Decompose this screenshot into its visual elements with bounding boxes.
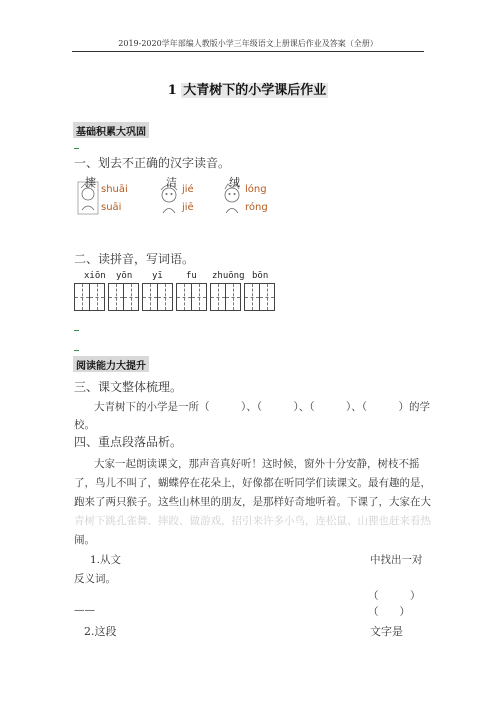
title-number: 1 xyxy=(167,83,177,98)
sub2-right: 文字是 xyxy=(370,625,403,638)
pinyin-row xyxy=(84,271,282,281)
writing-cell[interactable] xyxy=(89,283,105,311)
page-header: 2019-2020学年部编人教版小学三年级语文上册课后作业及答案（全册） xyxy=(118,39,378,48)
answer-dash: —— xyxy=(74,604,95,616)
writing-cell[interactable] xyxy=(157,283,173,311)
sub2-left: 2.这段 xyxy=(84,625,117,638)
title-text: 大青树下的小学课后作业 xyxy=(183,83,327,98)
writing-cell[interactable] xyxy=(259,283,275,311)
pinyin-syllable: fu xyxy=(186,271,197,281)
char-item-3 xyxy=(221,174,291,226)
char-item-2 xyxy=(158,174,228,226)
q4-label: 四、重点段落品析。 xyxy=(74,435,183,449)
pinyin-syllable: bōn xyxy=(252,271,269,281)
page-title xyxy=(0,79,496,98)
green-tick xyxy=(74,330,79,331)
answer-blank-1[interactable]: （ ） xyxy=(368,590,421,602)
writing-cell[interactable] xyxy=(244,283,260,311)
char-hanzi: 洁 xyxy=(166,176,177,189)
para-line-end: 闹。 xyxy=(74,534,95,546)
pinyin-option[interactable]: shuāi xyxy=(101,184,128,195)
q1-label: 一、划去不正确的汉字读音。 xyxy=(74,156,231,170)
pinyin-syllable: xiōn xyxy=(84,271,106,281)
green-tick xyxy=(74,148,79,149)
q3-label: 三、课文整体梳理。 xyxy=(74,380,183,394)
pinyin-option[interactable]: róng xyxy=(245,202,268,213)
pinyin-option[interactable]: jiē xyxy=(182,202,194,213)
header-rule xyxy=(72,51,424,52)
pinyin-option[interactable]: jié xyxy=(182,184,194,195)
q3-line2: 校。 xyxy=(74,419,95,431)
para-line-2: 了，鸟儿不叫了，蝴蝶停在花朵上，好像都在听同学们读课文。最有趣的是， xyxy=(74,477,431,489)
writing-cell[interactable] xyxy=(74,283,90,311)
pinyin-option[interactable]: lóng xyxy=(245,184,267,195)
writing-cell[interactable] xyxy=(210,283,226,311)
writing-cell[interactable] xyxy=(142,283,158,311)
para-line-3: 跑来了两只猴子。这些山林里的朋友，是那样好奇地听着。下课了，大家在大 xyxy=(74,496,431,508)
green-tick xyxy=(74,350,79,351)
para-line-1: 大家一起朗读课文，那声音真好听！这时候，窗外十分安静，树枝不摇 xyxy=(94,458,420,470)
sub1-right: 中找出一对 xyxy=(370,554,423,566)
section-reading: 阅读能力大提升 xyxy=(73,356,149,372)
sub1-cont: 反义词。 xyxy=(74,573,116,585)
writing-grid xyxy=(75,283,275,311)
q3-line1: 大青树下的小学是一所（ ）、（ ）、（ ）、（ ）的学 xyxy=(94,401,430,413)
para-line-faded: 青树下跳孔雀舞、摔跤、做游戏，招引来许多小鸟，连松鼠、山狸也赶来看热 xyxy=(74,515,431,527)
char-hanzi: 绒 xyxy=(229,176,240,189)
writing-cell[interactable] xyxy=(176,283,192,311)
section-basic: 基础积累大巩固 xyxy=(73,122,149,138)
writing-cell[interactable] xyxy=(123,283,139,311)
q2-label: 二、读拼音，写词语。 xyxy=(74,252,195,266)
pinyin-syllable: zhuōng xyxy=(212,271,245,281)
pinyin-option[interactable]: suāi xyxy=(101,202,122,213)
answer-blank-2[interactable]: （ ） xyxy=(368,606,410,618)
pinyin-syllable: yōn xyxy=(116,271,133,281)
char-hanzi: 摔 xyxy=(85,176,96,189)
writing-cell[interactable] xyxy=(225,283,241,311)
char-item-1 xyxy=(77,174,147,226)
writing-cell[interactable] xyxy=(108,283,124,311)
sub1-left: 1.从文 xyxy=(90,554,122,566)
writing-cell[interactable] xyxy=(191,283,207,311)
pinyin-syllable: yī xyxy=(152,271,163,281)
